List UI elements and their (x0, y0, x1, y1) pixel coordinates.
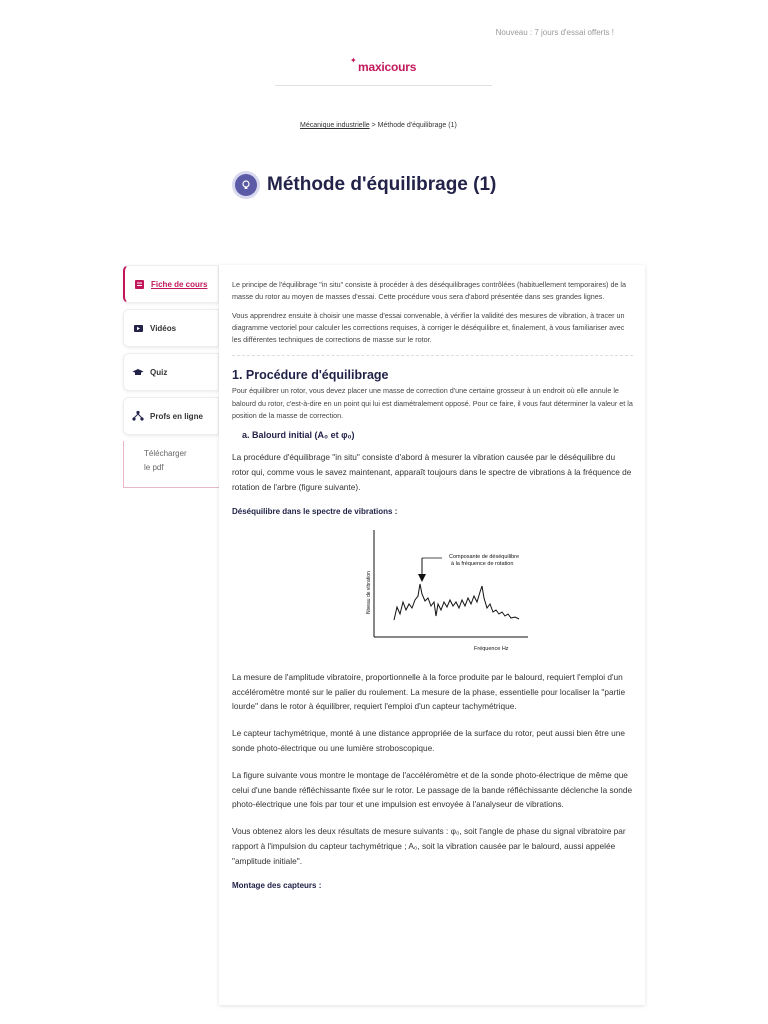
subsection-heading: a. Balourd initial (A₀ et φ₀) (242, 430, 355, 441)
download-label-line2: le pdf (144, 463, 164, 472)
figure-y-axis-label: Niveau de vibration (366, 570, 372, 614)
video-icon (132, 322, 144, 334)
breadcrumb-separator: > (371, 122, 376, 129)
sidebar-item-label: Profs en ligne (150, 411, 203, 421)
page-header (235, 174, 496, 196)
sidebar-item-label: Vidéos (150, 323, 177, 333)
body-paragraph: Le capteur tachymétrique, monté à une distance appropriée de la surface du rotor, peut aussi bien être une sonde photo-électrique ou une lumière stroboscopique. (232, 728, 625, 753)
figure-annotation: Composante de déséquilibre (449, 553, 520, 560)
course-content (219, 265, 645, 1005)
section-heading: 1. Procédure d'équilibrage (232, 368, 389, 383)
sidebar-item-videos[interactable] (123, 309, 219, 347)
body-paragraph: Vous obtenez alors les deux résultats de mesure suivants : φ₀, soit l'angle de phase du signal vibratoire par rapport à l'impulsion du capteur tachymétrique ; A₀, soit la vibration causée par le balourd, aussi appelée "amplitude initiale". (232, 826, 626, 866)
body-paragraph: La figure suivante vous montre le montage de l'accéléromètre et de la sonde photo-électrique de même que celui d'une bande réfléchissante fixée sur le rotor. Le passage de la bande réfléchissante déclenche la sonde photo-électrique une fois par tour et une impulsion est envoyée à l'analyseur de vibrations. (232, 769, 633, 810)
body-paragraph: La mesure de l'amplitude vibratoire, proportionnelle à la force produite par le balourd, requiert l'emploi d'un accéléromètre monté sur le palier du roulement. La mesure de la phase, essentielle pour localiser la "partie lourde" dans le rotor à équilibrer, requiert l'emploi d'un capteur tachymétrique. (232, 671, 626, 712)
page-title: Méthode d'équilibrage (1) (267, 174, 497, 195)
breadcrumb-link-mecanique[interactable]: Mécanique industrielle (300, 122, 370, 129)
logo-sparkle-icon: ✦ (350, 56, 357, 65)
vibration-spectrum-figure (232, 522, 658, 662)
figure-annotation: à la fréquence de rotation (451, 560, 514, 567)
sidebar-item-fiche-de-cours[interactable] (123, 265, 219, 303)
section-paragraph: Pour équilibrer un rotor, vous devez placer une masse de correction d'une certaine grosseur à un endroit où elle annule le balourd du rotor, c'est-à-dire en un point qui lui est diamétralement opposé. Pour ce faire, il vous faut déterminer la valeur et la position de la masse de correction. (232, 386, 633, 421)
header-divider (275, 85, 492, 86)
figure-caption: Montage des capteurs : (232, 880, 322, 890)
sidebar-item-label: Fiche de cours (151, 279, 208, 289)
section-divider (232, 355, 633, 356)
logo-text: maxicours (358, 60, 417, 74)
intro-paragraph: Vous apprendrez ensuite à choisir une masse d'essai convenable, à vérifier la validité des mesures de vibration, à tracer un diagramme vectoriel pour calculer les corrections requises, à corriger le déséquilibre et, finalement, à vous familiariser avec les différentes techniques de corrections de masse sur le rotor. (232, 310, 625, 345)
download-label-line1: Télécharger (144, 449, 187, 458)
lightbulb-icon (235, 174, 257, 196)
breadcrumb-current: Méthode d'équilibrage (1) (377, 122, 457, 129)
breadcrumb (300, 122, 457, 129)
maxicours-logo[interactable] (350, 56, 420, 78)
sheet-icon (133, 278, 145, 290)
sidebar-item-quiz[interactable] (123, 353, 219, 391)
sidebar-item-label: Quiz (150, 367, 168, 377)
sidebar-item-profs-en-ligne[interactable] (123, 397, 219, 435)
download-pdf-link[interactable] (123, 441, 220, 488)
figure-caption: Déséquilibre dans le spectre de vibrations : (232, 506, 398, 516)
sidebar (123, 265, 219, 488)
teachers-network-icon (132, 410, 144, 422)
trial-promo-link[interactable]: Nouveau : 7 jours d'essai offerts ! (495, 28, 614, 37)
figure-x-axis-label: Fréquence Hz (474, 645, 509, 652)
graduation-cap-icon (132, 366, 144, 378)
body-paragraph: La procédure d'équilibrage "in situ" consiste d'abord à mesurer la vibration causée par le déséquilibre du rotor qui, comme vous le savez maintenant, apparaît toujours dans le spectre de vibrations à la fréquence de rotation de l'arbre (figure suivante). (232, 452, 632, 492)
intro-paragraph: Le principe de l'équilibrage "in situ" consiste à procéder à des déséquilibrages contrôlées (habituellement temporaires) de la masse du rotor au moyen de masses d'essai. Cette procédure vous sera d'abord présentée dans ses grandes lignes. (232, 280, 627, 302)
